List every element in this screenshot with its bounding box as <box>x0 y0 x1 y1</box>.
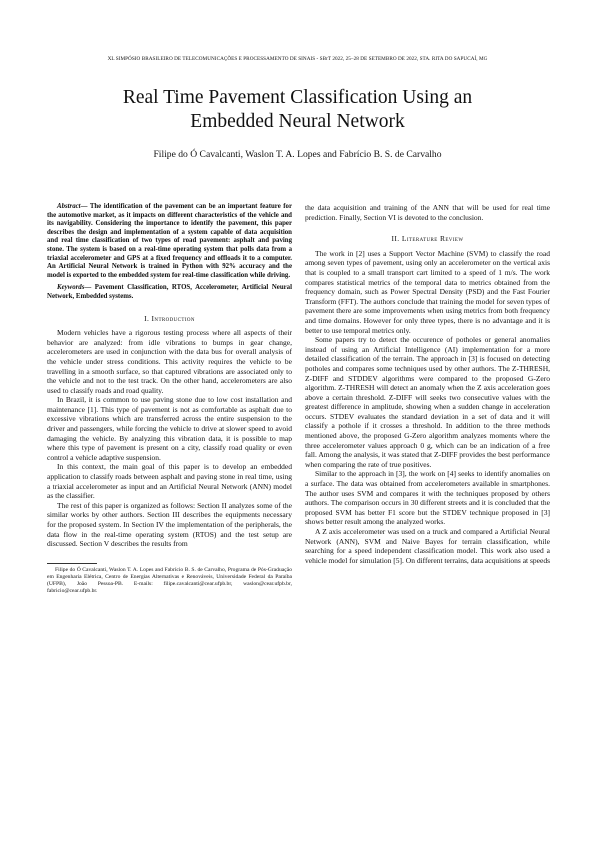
keywords <box>47 284 292 301</box>
intro-continuation: the data acquisition and training of the ANN that will be used for real time prediction. Finally, Section VI is devoted to the conclusion. <box>305 203 550 222</box>
abstract-paragraph <box>47 203 292 280</box>
keywords-label: Keywords <box>57 284 85 292</box>
section-number: I. <box>144 313 150 323</box>
author-list: Filipe do Ó Cavalcanti, Waslon T. A. Lopes and Fabrício B. S. de Carvalho <box>153 149 442 160</box>
section-title: Literature Review <box>401 234 464 244</box>
author-footnote: Filipe do Ó Cavalcanti, Waslon T. A. Lopes and Fabrício B. S. de Carvalho, Programa de Pós-Graduação em Engenharia Elétrica, Centro de Energias Alternativas e Renováveis, Universidade Federal da Paraíba (UFPB), João Pessoa-PB. E-mails: filipe.cavalcanti@cear.ufpb.br, waslon@cear.ufpb.br, fabricio@cear.ufpb.br. <box>47 566 292 595</box>
section-number: II. <box>391 234 400 244</box>
section-title: Introduction <box>151 313 195 323</box>
intro-paragraph: In this context, the main goal of this paper is to develop an embedded application to classify roads between asphalt and paving stone in real time, using a triaxial accelerometer as input and an Artificial Neural Network (ANN) model as the classifier. <box>47 462 292 501</box>
intro-paragraph: Modern vehicles have a rigorous testing process where all aspects of their behavior are analyzed: from idle vibrations to bumps in gear change, accelerometers are used in conjunction with the data bus for overall analysis of the vehicle under stress conditions. This activity requires the vehicle to be travelling in a smooth surface, so that captured vibrations are associated only to the vehicle and not to the test track. On the other hand, accelerometers are also used to classify roads and road quality. <box>47 328 292 395</box>
keywords-paragraph <box>47 284 292 301</box>
title-line-1: Real Time Pavement Classification Using an <box>122 87 473 108</box>
section-heading-introduction <box>47 314 292 324</box>
review-paragraph: Some papers try to detect the occurence of potholes or general anomalies instead of using an Artificial Intelligence (AI) implementation for a more detailed classification of the terrain. The approach in [3] is focused on detecting potholes and compares some techniques used by other authors. The Z-THRESH, Z-DIFF and STDDEV algorithms were compared to the proposed G-Zero algorithm. Z-THRESH will detect an anomaly when the Z axis acceleration goes above a certain threshold. Z-DIFF will seeks two consecutive values with the greatest difference in amplitude, showing when a sudden change in acceleration occurs. STDEV evaluates the standard deviation in a set of data and it will classify a pothole if it crosses a threshold. In addition to the three methods mentioned above, the proposed G-Zero algorithm analyzes moments where the three accelerometer values approach 0 g, which can be an indication of a free fall. Among the analysis, it was stated that Z-DIFF provides the best performance when comparing the rate of true positives. <box>305 335 550 469</box>
footnote-rule <box>47 563 97 564</box>
title-line-2: Embedded Neural Network <box>190 111 405 132</box>
left-column <box>47 203 292 596</box>
right-column <box>305 203 550 565</box>
keywords-text: — Pavement Classification, RTOS, Accelerometer, Artificial Neural Network, Embedded systems. <box>47 284 292 300</box>
paper-title <box>40 86 555 134</box>
review-paragraph: Similar to the approach in [3], the work on [4] seeks to identify anomalies on a surface. The data was obtained from accelerometers available in smartphones. The author uses SVM and compares it with the techniques proposed by others authors. The comparison occurs in 30 different streets and it is concluded that the proposed SVM has better F1 score but the STDEV technique proposed in [3] shows better result among the analyzed works. <box>305 469 550 527</box>
conference-header: XL SIMPÓSIO BRASILEIRO DE TELECOMUNICAÇÕES E PROCESSAMENTO DE SINAIS - SBrT 2022, 25–28 DE SETEMBRO DE 2022, STA. RITA DO SAPUCAÍ, MG <box>107 56 488 62</box>
section-heading-literature-review <box>305 234 550 244</box>
intro-paragraph: In Brazil, it is common to use paving stone due to low cost installation and maintenance [1]. This type of pavement is not as comfortable as asphalt due to excessive vibrations which are transferred across the entire suspension to the driver and passengers, while forcing the vehicle to drive at slower speed to avoid damaging the vehicle. By analyzing this vibration data, it is possible to map where this type of pavement is present on a city, classify road quality or even control a vehicle adaptive suspension. <box>47 395 292 462</box>
abstract-label: Abstract <box>57 203 81 210</box>
abstract <box>47 203 292 280</box>
review-paragraph: A Z axis accelerometer was used on a truck and compared a Artificial Neural Network (ANN), SVM and Naive Bayes for terrain classification, while searching for a speed independent classification model. This work also used a vehicle model for simulation [5]. On different terrains, data acquisitions at speeds <box>305 527 550 565</box>
abstract-text: — The identification of the pavement can be an important feature for the automotive market, as it impacts on different characteristics of the vehicle and its navigability. Considering the importance to identify the pavement, this paper describes the design and implementation of a system capable of data acquisition and real time classification of two types of road pavement: asphalt and paving stone. The system is based on a real-time operating system that polls data from a triaxial accelerometer and GPS at a fixed frequency and offloads it to a computer. An Artificial Neural Network is trained in Python with 92% accuracy and the model is exported to the embedded system for real-time classification while driving. <box>47 203 292 279</box>
review-paragraph: The work in [2] uses a Support Vector Machine (SVM) to classify the road among seven types of pavement, using only an accelerometer on the vertical axis that is coupled to a small transport cart limited to a speed of 1 m/s. The work compares statistical metrics of the temporal data to metrics obtained from the frequency domain, such as Power Spectral Density (PSD) and the Fast Fourier Transform (FFT). The authors conclude that training the model for seven types of pavement there are some improvements when using metrics from both frequency and time domains. However for only three types, there is no advantage and it is better to use temporal metrics only. <box>305 248 550 335</box>
intro-paragraph: The rest of this paper is organized as follows: Section II analyzes some of the similar works by other authors. Section III describes the equipments necessary for the proposed system. In Section IV the implementation of the peripherals, the data flow in the real-time operating system (RTOS) and the test setup are discussed. Section V describes the results from <box>47 500 292 549</box>
